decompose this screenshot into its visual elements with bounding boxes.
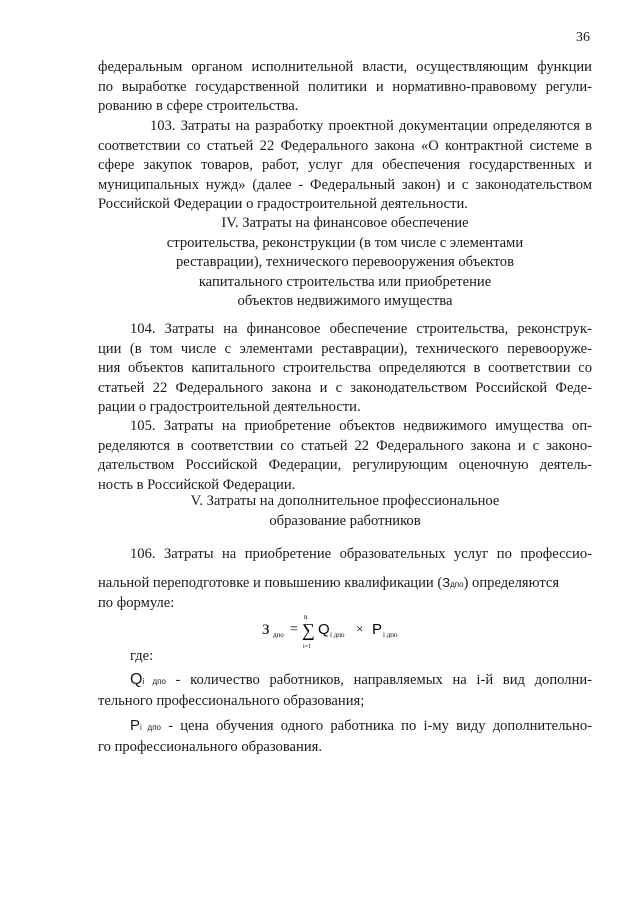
text-line: ния объектов капитального строительства определяются в соответствии со (98, 360, 592, 376)
text-line: статьей 22 Федерального закона и с законодательством Российской Феде- (98, 379, 592, 396)
text-line: рации о градостроительной деятельности. (98, 399, 361, 415)
formula-lhs-sub: дпо (273, 631, 284, 639)
text-line: соответствии со статьей 22 Федерального закона «О контрактной системе в (98, 137, 592, 154)
paragraph-105 (98, 417, 592, 495)
formula-graphic (262, 612, 442, 652)
text-line: Российской Федерации о градостроительной деятельности. (98, 196, 468, 212)
heading-line: капитального строительства или приобретение (198, 273, 492, 290)
text-line: ции (в том числе с элементами реставрации), технического перевооруже- (98, 340, 592, 357)
text-line: по выработке государственной политики и нормативно-правовому регули- (98, 78, 592, 95)
text-line: 105. Затраты на приобретение объектов недвижимого имущества оп- (130, 418, 592, 434)
definition-q-line-2: тельного профессионального образования; (98, 692, 365, 709)
text-line: рованию в сфере строительства. (98, 98, 299, 114)
text-line: 103. Затраты на разработку проектной документации определяются в (150, 118, 592, 134)
text-line: 104. Затраты на финансовое обеспечение строительства, реконструк- (130, 321, 592, 337)
text-fragment: нальной переподготовке и повышению квалификации ( (98, 574, 443, 591)
heading-line: объектов недвижимого имущества (237, 293, 453, 309)
text-line (98, 573, 592, 595)
heading-line: IV. Затраты на финансовое обеспечение (221, 215, 469, 231)
section-iv-heading (98, 214, 592, 312)
section-v-heading (98, 492, 592, 531)
formula-q: Q (318, 621, 330, 638)
definition-q (98, 670, 592, 711)
definition-q-text: - количество работников, направляемых на i-й вид дополни- (175, 672, 592, 688)
formula-p-sub: i дпо (383, 631, 398, 639)
where-label: где: (130, 648, 154, 664)
text-line: 106. Затраты на приобретение образовательных услуг по профессио- (130, 546, 592, 562)
paragraph-103 (98, 117, 592, 215)
definition-p-line (98, 716, 592, 738)
text-line: ность в Российской Федерации. (98, 476, 296, 493)
sum-sign: ∑ (302, 620, 315, 640)
definition-p (98, 716, 592, 757)
formula-q-sub: i дпо (330, 631, 345, 639)
text-line: по формуле: (98, 595, 175, 611)
text-line: дательством Российской Федерации, регулирующим оценочную деятель- (98, 457, 592, 473)
paragraph-104 (98, 320, 592, 418)
definition-p-line-2: го профессионального образования. (98, 738, 322, 755)
page-number: 36 (576, 30, 590, 45)
text-line: муниципальных нужд» (далее - Федеральный закон) и с законодательством (98, 176, 592, 193)
formula-times: × (356, 621, 364, 636)
heading-line: V. Затраты на дополнительное профессиональное (190, 493, 500, 509)
text-line: ределяются в соответствии со статьей 22 Федерального закона и с законо- (98, 437, 592, 454)
formula-p: P (372, 621, 383, 638)
paragraph-106 (98, 545, 592, 614)
text-line: сфере закупок товаров, работ, услуг для обеспечения государственных и (98, 157, 592, 173)
q-symbol: Qi дпо (130, 671, 166, 688)
definition-q-line (98, 670, 592, 692)
formula-lhs: З (262, 622, 270, 638)
text-line: федеральным органом исполнительной власти, осуществляющим функции (98, 59, 592, 75)
text-fragment: ) определяются (463, 574, 560, 591)
formula-equals: = (290, 622, 298, 637)
heading-line: образование работников (269, 512, 421, 529)
sum-lower-limit: i=1 (303, 644, 312, 650)
intro-paragraph (98, 58, 592, 117)
p-symbol: Pi дпо (130, 717, 162, 734)
z-dpo-symbol: Здпо (442, 574, 464, 590)
heading-line: реставрации), технического перевооружения объектов (175, 254, 514, 270)
sum-upper-limit: n (304, 613, 308, 621)
definition-p-text: - цена обучения одного работника по i-му виду дополнительно- (168, 718, 592, 734)
heading-line: строительства, реконструкции (в том числе с элементами (166, 234, 524, 251)
